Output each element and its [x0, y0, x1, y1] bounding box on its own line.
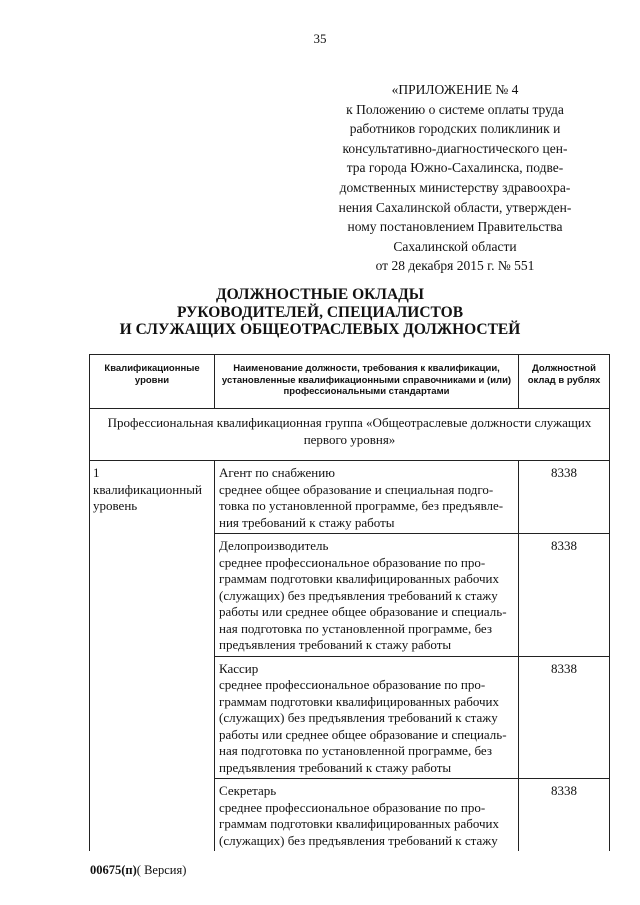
appendix-line: домственных министерству здравоохра-	[339, 179, 571, 195]
position-line: граммам подготовки квалифицированных рабочих	[219, 816, 500, 831]
position-line: (служащих) без предъявления требований к стажу	[219, 710, 498, 725]
appendix-line: от 28 декабря 2015 г. № 551	[375, 258, 535, 274]
position-line: граммам подготовки квалифицированных рабочих	[219, 693, 500, 709]
position-line: среднее общее образование и специальная подго-	[219, 481, 494, 497]
position-line: Делопроизводитель	[219, 538, 329, 553]
position-line: Агент по снабжению	[219, 465, 335, 480]
position-line: ния требований к стажу работы	[219, 514, 395, 530]
position-line: среднее профессиональное образование по про-	[219, 677, 486, 692]
title-line: РУКОВОДИТЕЛЕЙ, СПЕЦИАЛИСТОВ	[176, 303, 464, 321]
appendix-line: тра города Южно-Сахалинска, подве-	[346, 160, 564, 176]
position-line: Секретарь	[219, 783, 277, 798]
position-description	[215, 656, 519, 779]
document-title	[0, 286, 640, 339]
position-description	[215, 534, 519, 657]
qualification-level: 1 квалификационный уровень	[90, 461, 215, 852]
appendix-line: Сахалинской области	[393, 238, 517, 254]
footer-version: ( Версия)	[136, 863, 187, 877]
position-line: товка по установленной программе, без предъявле-	[219, 498, 504, 513]
salary-table	[89, 354, 610, 851]
footer-code: 00675(п)	[90, 863, 137, 877]
header-position-requirements: Наименование должности, требования к квалификации, установленные квалификационными справочниками и (или) профессиональными стандартами	[215, 355, 519, 409]
appendix-line: работников городских поликлиник и	[349, 121, 561, 137]
position-line: ная подготовка по установленной программе, без	[219, 620, 492, 636]
position-line: ная подготовка по установленной программе, без	[219, 743, 492, 758]
appendix-line: к Положению о системе оплаты труда	[346, 101, 564, 117]
position-line: (служащих) без предъявления требований к стажу	[219, 587, 498, 603]
appendix-line: ному постановлением Правительства	[347, 219, 563, 235]
footer	[90, 863, 186, 878]
salary-value: 8338	[519, 461, 610, 534]
position-description	[215, 461, 519, 534]
title-line: ДОЛЖНОСТНЫЕ ОКЛАДЫ	[215, 286, 425, 303]
position-line: предъявления требований к стажу работы	[219, 637, 452, 652]
position-line: граммам подготовки квалифицированных рабочих	[219, 571, 500, 586]
position-line: работы или среднее общее образование и специаль-	[219, 604, 507, 619]
appendix-line: нения Сахалинской области, утвержден-	[338, 199, 572, 215]
salary-value: 8338	[519, 779, 610, 852]
position-line: Кассир	[219, 660, 259, 676]
position-line: предъявления требований к стажу работы	[219, 759, 452, 775]
position-line: среднее профессиональное образование по про-	[219, 554, 486, 570]
group-title: Профессиональная квалификационная группа «Общеотраслевые должности служащих первого уровня»	[90, 409, 610, 461]
position-line: (служащих) без предъявления требований к стажу	[219, 832, 498, 848]
table-header-row	[90, 355, 610, 409]
position-line: среднее профессиональное образование по про-	[219, 799, 486, 815]
appendix-line: «ПРИЛОЖЕНИЕ № 4	[391, 82, 519, 97]
appendix-line: консультативно-диагностического цен-	[342, 140, 568, 156]
title-line: И СЛУЖАЩИХ ОБЩЕОТРАСЛЕВЫХ ДОЛЖНОСТЕЙ	[119, 321, 521, 338]
position-line: работы или среднее общее образование и специаль-	[219, 726, 507, 742]
appendix-header	[300, 80, 610, 276]
table-row	[90, 461, 610, 534]
salary-value: 8338	[519, 534, 610, 657]
group-row	[90, 409, 610, 461]
header-qualification-levels: Квалификационные уровни	[90, 355, 215, 409]
salary-value: 8338	[519, 656, 610, 779]
header-salary: Должностной оклад в рублях	[519, 355, 610, 409]
position-description	[215, 779, 519, 852]
page-number: 35	[313, 31, 327, 46]
